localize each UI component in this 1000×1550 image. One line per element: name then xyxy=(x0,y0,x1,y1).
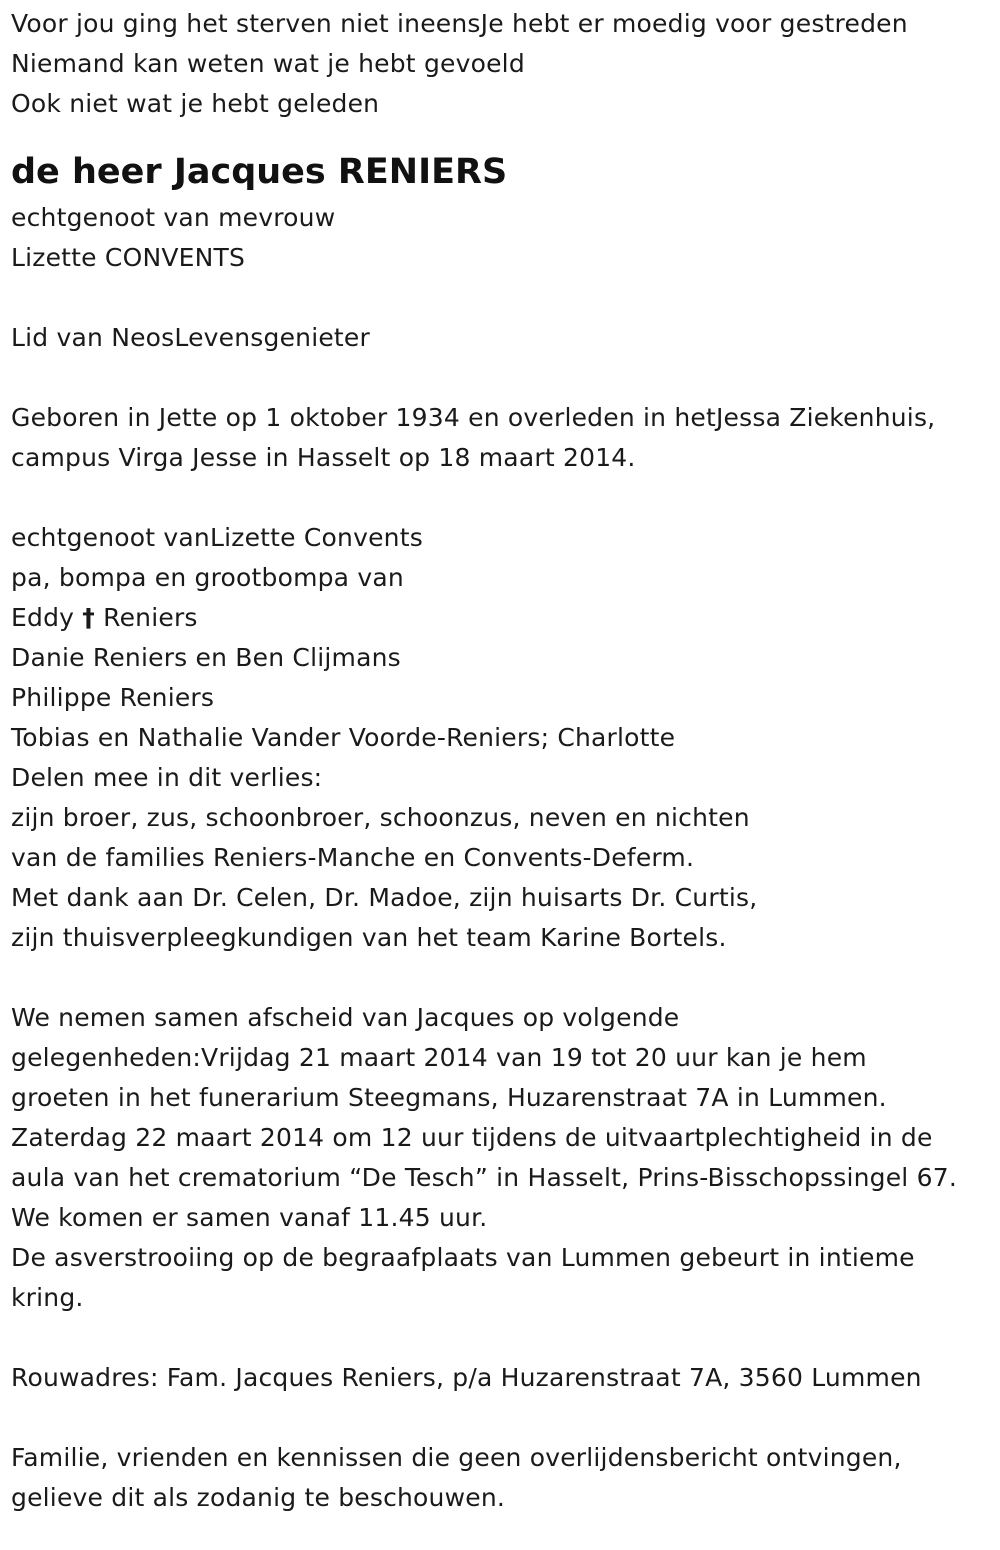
mourning-address: Rouwadres: Fam. Jacques Reniers, p/a Huzarenstraat 7A, 3560 Lummen xyxy=(11,1363,922,1392)
closing-line: gelieve dit als zodanig te beschouwen. xyxy=(11,1483,506,1512)
poem-line: Ook niet wat je hebt geleden xyxy=(11,89,380,118)
family-spouse-line: echtgenoot vanLizette Convents xyxy=(11,523,423,552)
closing-note xyxy=(11,1438,1000,1518)
poem-line: Voor jou ging het sterven niet ineensJe hebt er moedig voor gestreden xyxy=(11,9,908,38)
family-member-eddy xyxy=(11,598,1000,638)
farewell-line: Zaterdag 22 maart 2014 om 12 uur tijdens de uitvaartplechtigheid in de xyxy=(11,1123,933,1152)
deceased-name: de heer Jacques RENIERS xyxy=(11,152,508,192)
farewell-line: We komen er samen vanaf 11.45 uur. xyxy=(11,1203,488,1232)
spacer xyxy=(11,278,1000,318)
birth-death-line: Geboren in Jette op 1 oktober 1934 en overleden in hetJessa Ziekenhuis, xyxy=(11,403,936,432)
eddy-last-name: Reniers xyxy=(103,603,198,632)
family-member: Danie Reniers en Ben Clijmans xyxy=(11,643,401,672)
spacer xyxy=(11,358,1000,398)
family-member: Philippe Reniers xyxy=(11,683,215,712)
poem xyxy=(11,0,1000,124)
spouse-intro-line: echtgenoot van mevrouw xyxy=(11,203,336,232)
spacer xyxy=(11,1318,1000,1358)
sharing-line: zijn thuisverpleegkundigen van het team Karine Bortels. xyxy=(11,923,727,952)
spouse-name: Lizette CONVENTS xyxy=(11,243,246,272)
farewell-line: groeten in het funerarium Steegmans, Huzarenstraat 7A in Lummen. xyxy=(11,1083,887,1112)
sharing-line: Met dank aan Dr. Celen, Dr. Madoe, zijn huisarts Dr. Curtis, xyxy=(11,883,758,912)
farewell-line: We nemen samen afscheid van Jacques op volgende xyxy=(11,1003,680,1032)
spouse-intro xyxy=(11,198,1000,278)
closing-line: Familie, vrienden en kennissen die geen overlijdensbericht ontvingen, xyxy=(11,1443,902,1472)
family-section xyxy=(11,518,1000,958)
spacer xyxy=(11,958,1000,998)
birth-death-line: campus Virga Jesse in Hasselt op 18 maart 2014. xyxy=(11,443,636,472)
farewell-line: aula van het crematorium “De Tesch” in Hasselt, Prins-Bisschopssingel 67. xyxy=(11,1163,957,1192)
sharing-line: zijn broer, zus, schoonbroer, schoonzus, neven en nichten xyxy=(11,803,750,832)
farewell-line: gelegenheden:Vrijdag 21 maart 2014 van 19 tot 20 uur kan je hem xyxy=(11,1043,867,1072)
family-relation-line: pa, bompa en grootbompa van xyxy=(11,563,404,592)
cross-icon: † xyxy=(82,603,95,632)
family-member: Tobias en Nathalie Vander Voorde-Reniers; Charlotte xyxy=(11,723,676,752)
membership: Lid van NeosLevensgenieter xyxy=(11,323,370,352)
eddy-first-name: Eddy xyxy=(11,603,75,632)
farewell-line: kring. xyxy=(11,1283,84,1312)
sharing-line: van de families Reniers-Manche en Convents-Deferm. xyxy=(11,843,695,872)
birth-death-info xyxy=(11,398,1000,478)
spacer xyxy=(11,1398,1000,1438)
poem-line: Niemand kan weten wat je hebt gevoeld xyxy=(11,49,525,78)
farewell-line: De asverstrooiing op de begraafplaats van Lummen gebeurt in intieme xyxy=(11,1243,915,1272)
farewell-section xyxy=(11,998,1000,1318)
sharing-line: Delen mee in dit verlies: xyxy=(11,763,323,792)
spacer xyxy=(11,478,1000,518)
